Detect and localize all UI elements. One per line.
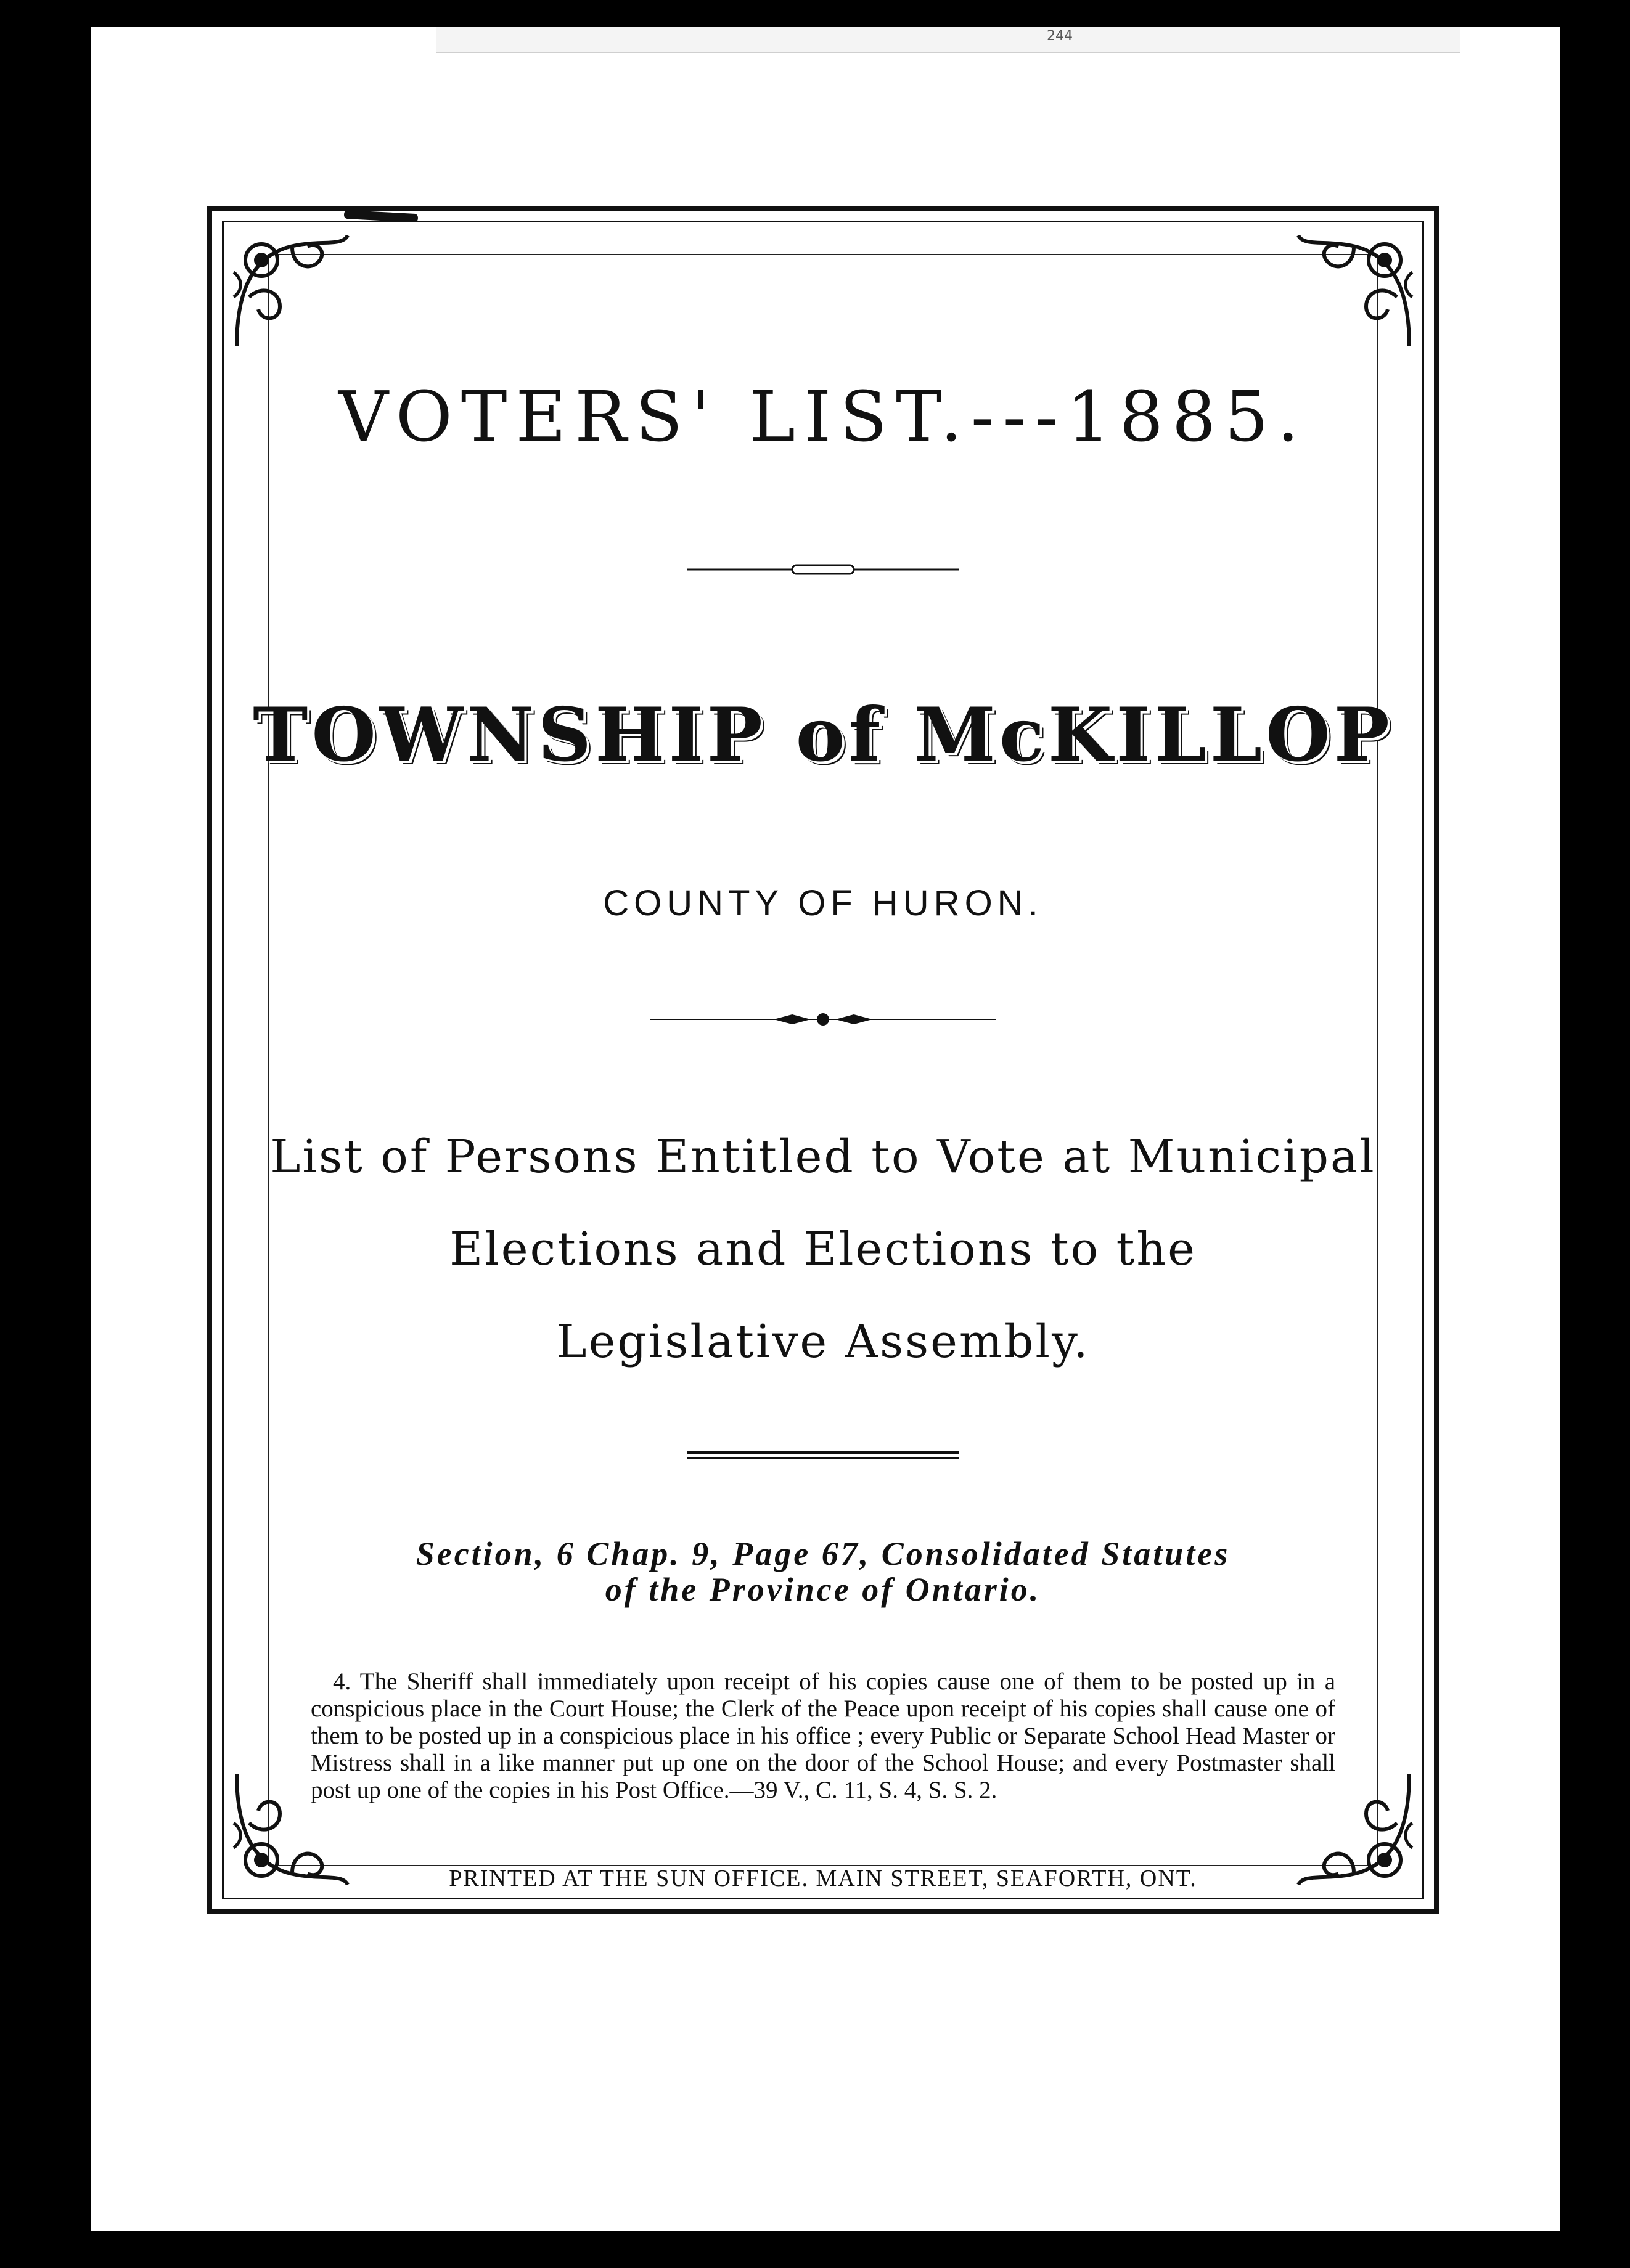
ornamental-frame bbox=[207, 206, 1439, 1914]
county-heading: COUNTY OF HURON. bbox=[603, 883, 1043, 923]
statute-clause: 4. The Sheriff shall immediately upon receipt of his copies cause one of them to be posted up in a conspicious place in the Court House; the Clerk of the Peace upon receipt of his copies shall cause one of them to be posted up in a conspicious place in his office ; every Public or Separate School Head Master or Mistress shall in a like manner put up one on the door of the School House; and every Postmaster shall post up one of the copies in his Post Office.—39 V., C. 11, S. 4, S. S. 2. bbox=[311, 1668, 1335, 1803]
township-heading: TOWNSHIP of McKILLOP bbox=[253, 691, 1393, 778]
title-divider bbox=[687, 562, 959, 577]
page-title: VOTERS' LIST.---1885. bbox=[338, 377, 1308, 457]
entitlement-line: List of Persons Entitled to Vote at Municipal bbox=[270, 1130, 1376, 1183]
statute-line: Section, 6 Chap. 9, Page 67, Consolidated Statutes bbox=[416, 1535, 1231, 1572]
document-page bbox=[91, 27, 1560, 2231]
printer-imprint: PRINTED AT THE SUN OFFICE. MAIN STREET, SEAFORTH, ONT. bbox=[449, 1866, 1197, 1891]
page-content bbox=[212, 211, 1434, 1909]
entitlement-line: Legislative Assembly. bbox=[556, 1315, 1090, 1368]
corner-mark: 244 bbox=[1047, 28, 1073, 44]
top-paper-strip bbox=[436, 27, 1460, 53]
statute-line: of the Province of Ontario. bbox=[605, 1571, 1041, 1608]
entitlement-line: Elections and Elections to the bbox=[449, 1223, 1197, 1276]
statute-reference bbox=[212, 1536, 1434, 1607]
ornament-divider bbox=[650, 1012, 996, 1027]
entitlement-statement bbox=[212, 1111, 1434, 1388]
heavy-rule-divider bbox=[687, 1450, 959, 1462]
